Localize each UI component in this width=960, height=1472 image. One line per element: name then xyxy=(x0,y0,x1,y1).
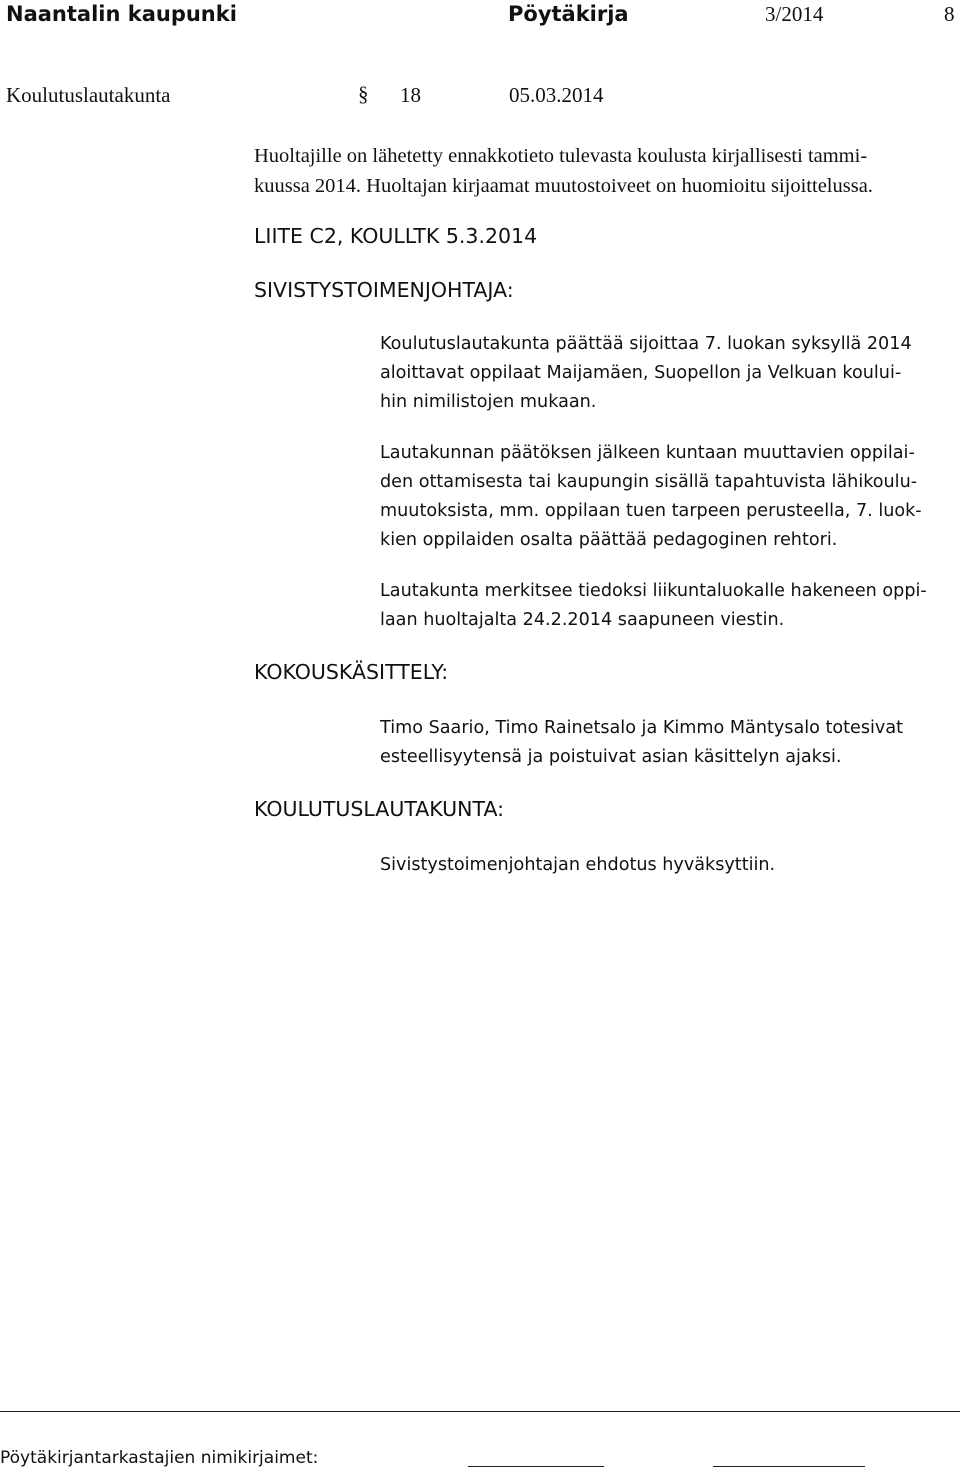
initials-line xyxy=(713,1466,865,1467)
board-label: KOULUTUSLAUTAKUNTA: xyxy=(254,797,505,821)
footer-initials-label: Pöytäkirjantarkastajien nimikirjaimet: xyxy=(0,1448,319,1468)
paragraph-line: Lautakunta merkitsee tiedoksi liikuntaluokalle hakeneen oppi- xyxy=(380,581,927,601)
intro-paragraph xyxy=(254,141,873,201)
paragraph-line: Sivistystoimenjohtajan ehdotus hyväksyttiin. xyxy=(380,855,776,875)
paragraph-line: Koulutuslautakunta päättää sijoittaa 7. luokan syksyllä 2014 xyxy=(380,334,912,354)
document-number: 3/2014 xyxy=(765,2,824,26)
intro-line: Huoltajille on lähetetty ennakkotieto tulevasta koulusta kirjallisesti tammi- xyxy=(254,145,868,167)
paragraph-line: Lautakunnan päätöksen jälkeen kuntaan muuttavien oppilai- xyxy=(380,443,915,463)
resolution-paragraph xyxy=(380,851,775,880)
municipality-name: Naantalin kaupunki xyxy=(6,2,237,26)
paragraph-line: laan huoltajalta 24.2.2014 saapuneen viestin. xyxy=(380,610,785,630)
decision-paragraph xyxy=(380,439,922,555)
proposal-paragraph xyxy=(380,330,912,417)
page-number: 8 xyxy=(944,2,955,26)
recusal-paragraph xyxy=(380,714,903,772)
meeting-date: 05.03.2014 xyxy=(509,83,604,107)
director-label: SIVISTYSTOIMENJOHTAJA: xyxy=(254,278,514,302)
paragraph-line: hin nimilistojen mukaan. xyxy=(380,392,597,412)
initials-line xyxy=(468,1466,604,1467)
paragraph-line: kien oppilaiden osalta päättää pedagoginen rehtori. xyxy=(380,530,838,550)
attachment-reference: LIITE C2, KOULLTK 5.3.2014 xyxy=(254,224,538,248)
footer-divider xyxy=(0,1411,960,1412)
paragraph-line: esteellisyytensä ja poistuivat asian käsittelyn ajaksi. xyxy=(380,747,842,767)
paragraph-line: Timo Saario, Timo Rainetsalo ja Kimmo Mäntysalo totesivat xyxy=(380,718,904,738)
document-type: Pöytäkirja xyxy=(508,2,629,26)
board-name: Koulutuslautakunta xyxy=(6,83,171,107)
meeting-label: KOKOUSKÄSITTELY: xyxy=(254,660,449,684)
notice-paragraph xyxy=(380,577,927,635)
intro-line: kuussa 2014. Huoltajan kirjaamat muutostoiveet on huomioitu sijoittelussa. xyxy=(254,175,873,197)
paragraph-line: den ottamisesta tai kaupungin sisällä tapahtuvista lähikoulu- xyxy=(380,472,918,492)
section-number: 18 xyxy=(400,83,421,107)
section-sign: § xyxy=(358,82,369,106)
paragraph-line: muutoksista, mm. oppilaan tuen tarpeen perusteella, 7. luok- xyxy=(380,501,922,521)
paragraph-line: aloittavat oppilaat Maijamäen, Suopellon ja Velkuan koului- xyxy=(380,363,902,383)
